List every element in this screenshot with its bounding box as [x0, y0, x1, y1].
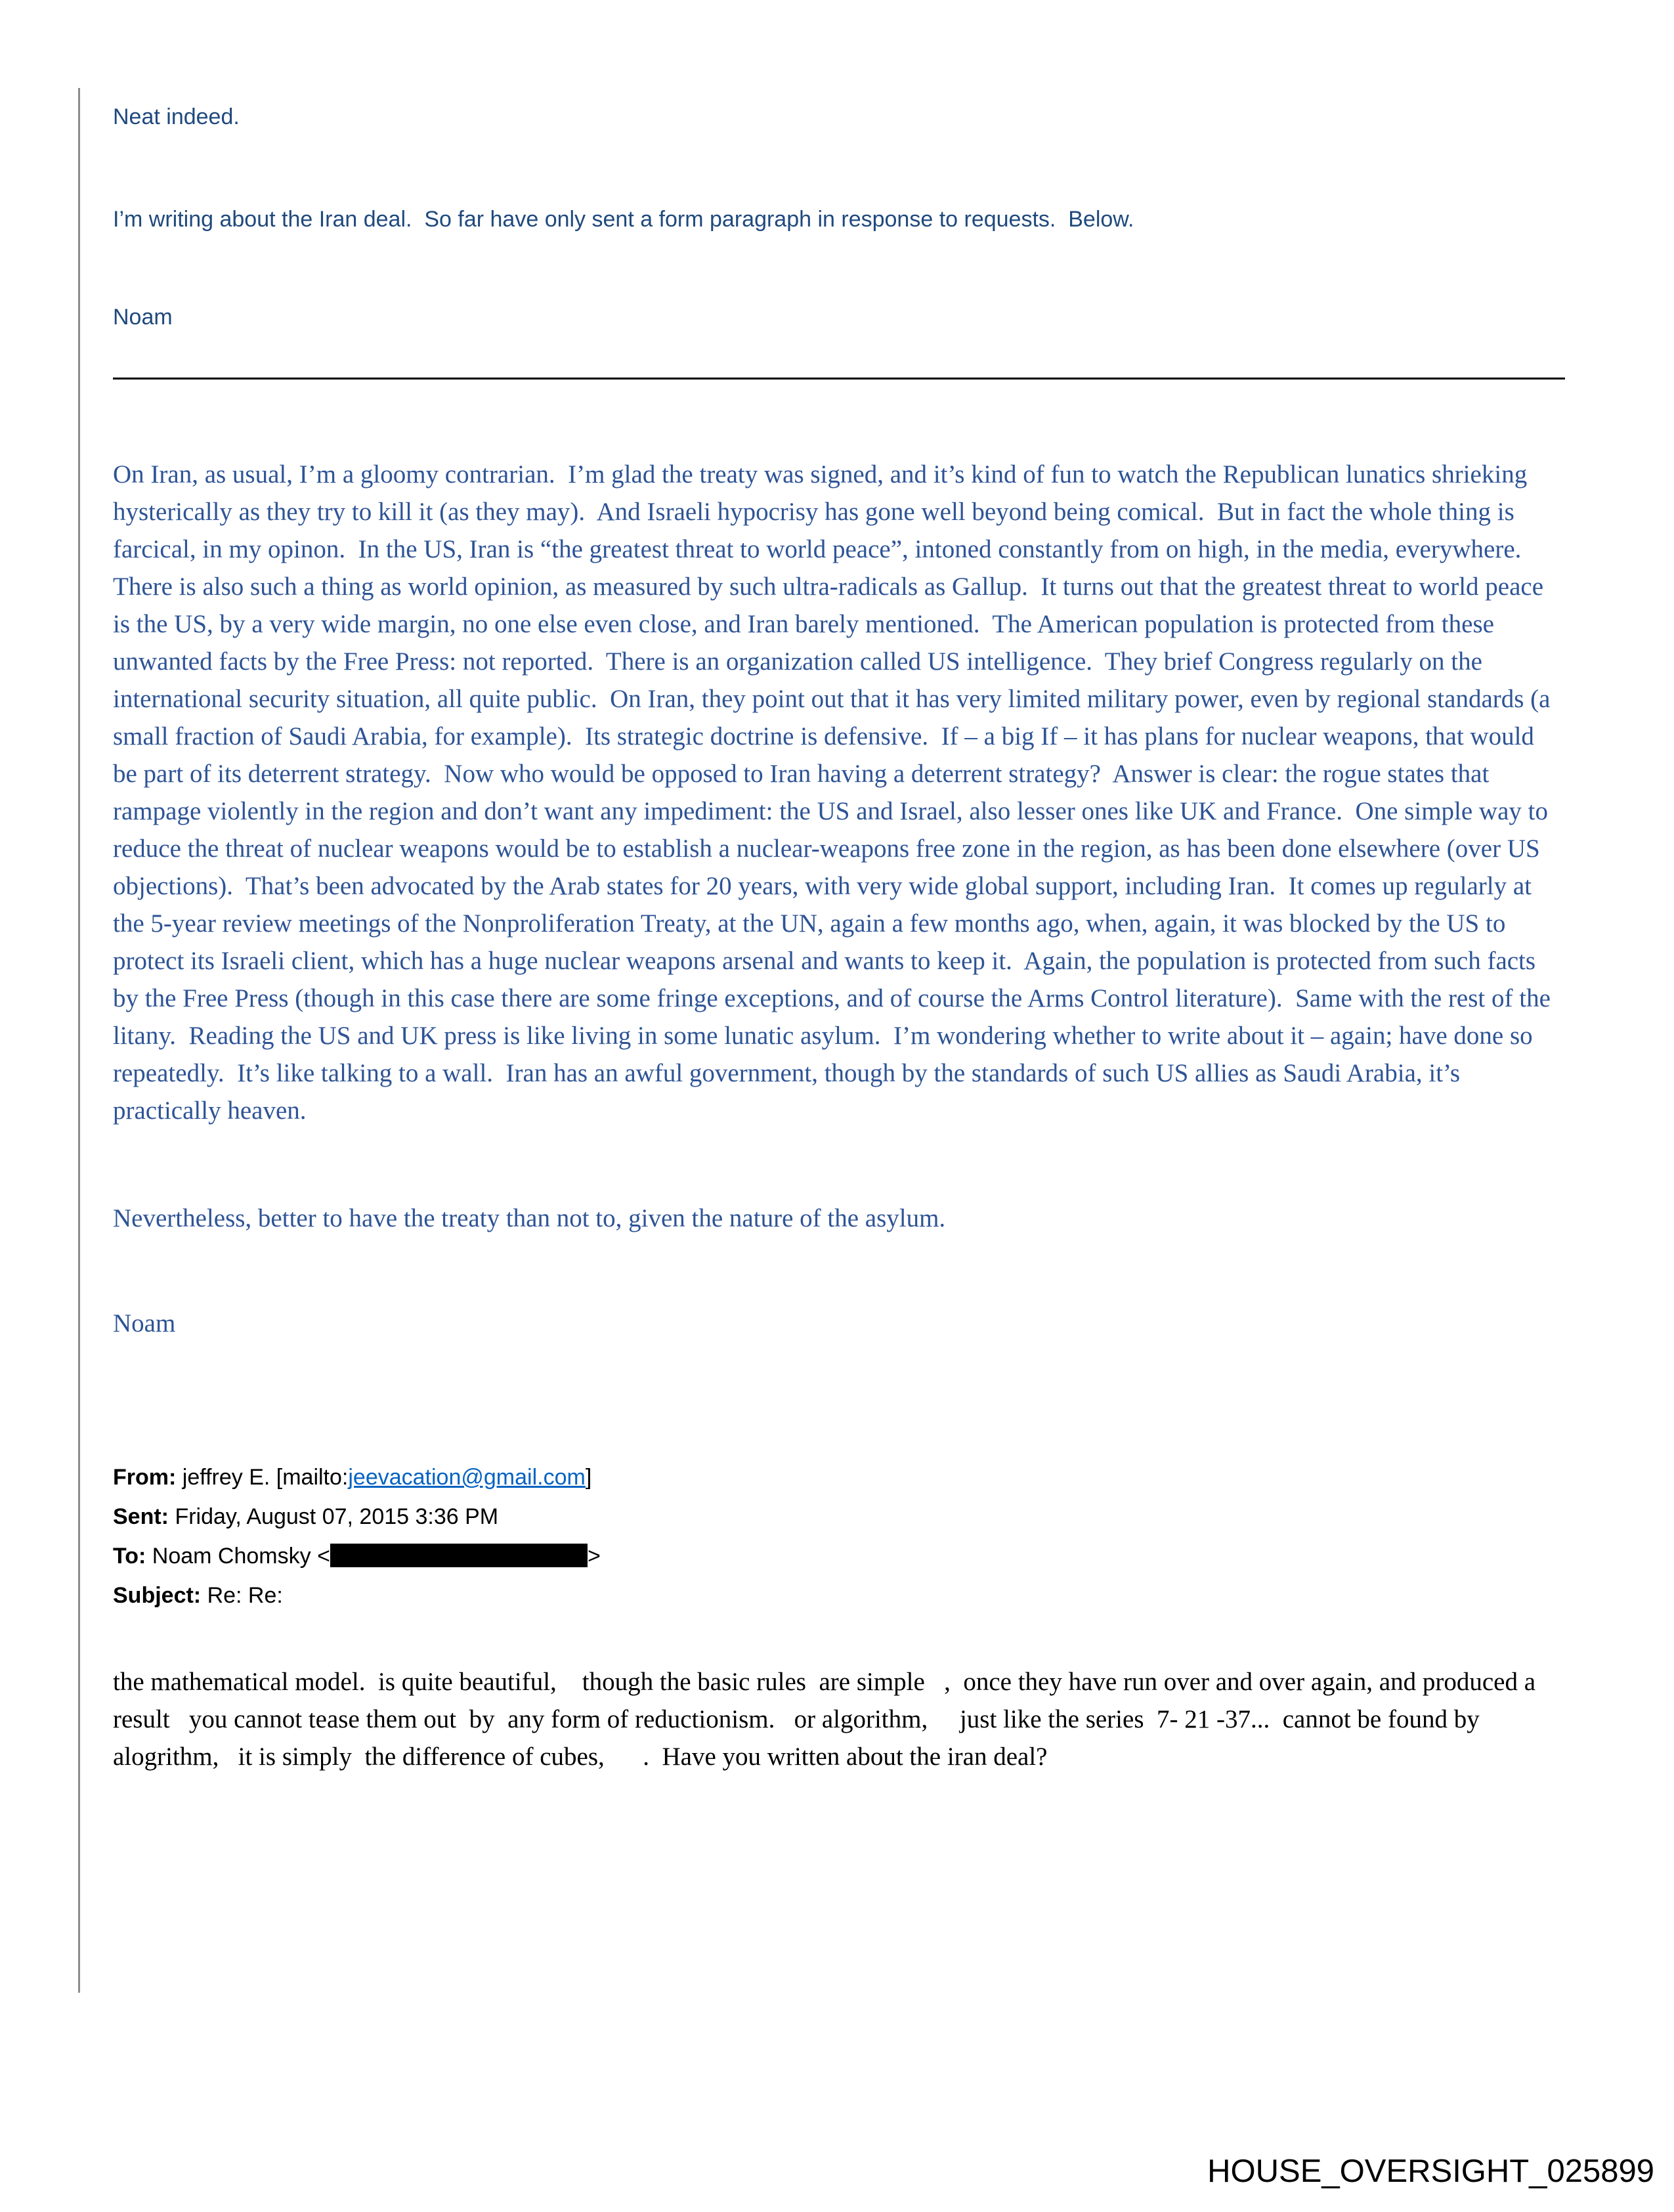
quoted-email-headers	[113, 1458, 1562, 1615]
reply-signature: Noam	[113, 1309, 176, 1337]
reply-closing: Nevertheless, better to have the treaty than not to, given the nature of the asylum.	[113, 1204, 946, 1232]
quoted-message-body: the mathematical model. is quite beautiful, though the basic rules are simple , once they have run over and over again, and produced a result you cannot tease them out by any form of reductionism. or algorithm, just like the series 7- 21 -37... cannot be found by alogrithm, it is simply the difference of cubes, . Have you written about the iran deal?	[113, 1668, 1542, 1771]
header-sent-value: Friday, August 07, 2015 3:36 PM	[169, 1504, 499, 1529]
header-from-pre: jeffrey E. [mailto:	[176, 1465, 349, 1490]
header-sent-line	[113, 1497, 1562, 1536]
bates-number: HOUSE_OVERSIGHT_025899	[1207, 2154, 1654, 2189]
email-link[interactable]: jeevacation@gmail.com	[348, 1465, 586, 1490]
redaction-bar	[330, 1544, 588, 1567]
header-from-post: ]	[585, 1465, 592, 1490]
divider-line	[113, 378, 1565, 380]
header-subject-line	[113, 1576, 1562, 1615]
top-message-line-1: Neat indeed.	[113, 104, 240, 129]
top-message-line-2: I’m writing about the Iran deal. So far have only sent a form paragraph in response to requests. Below.	[113, 207, 1134, 232]
header-to-post: >	[587, 1544, 601, 1569]
header-from-label: From:	[113, 1465, 177, 1490]
header-subject-value: Re: Re:	[201, 1583, 283, 1608]
top-message-signature: Noam	[113, 305, 173, 330]
email-content	[113, 0, 1562, 1775]
header-sent-label: Sent:	[113, 1504, 169, 1529]
header-from-line	[113, 1458, 1562, 1497]
header-subject-label: Subject:	[113, 1583, 202, 1608]
header-to-label: To:	[113, 1544, 146, 1569]
header-to-line	[113, 1536, 1562, 1576]
quote-border-line	[78, 88, 80, 1993]
reply-body: On Iran, as usual, I’m a gloomy contrarian. I’m glad the treaty was signed, and it’s kind of fun to watch the Republican lunatics shrieking hysterically as they try to kill it (as they may). And Israeli hypocrisy has gone well beyond being comical. But in fact the whole thing is farcical, in my opinon. In the US, Iran is “the greatest threat to world peace”, intoned constantly from on high, in the media, everywhere. There is also such a thing as world opinion, as measured by such ultra-radicals as Gallup. It turns out that the greatest threat to world peace is the US, by a very wide margin, no one else even close, and Iran barely mentioned. The American population is protected from these unwanted facts by the Free Press: not reported. There is an organization called US intelligence. They brief Congress regularly on the international security situation, all quite public. On Iran, they point out that it has very limited military power, even by regional standards (a small fraction of Saudi Arabia, for example). Its strategic doctrine is defensive. If – a big If – it has plans for nuclear weapons, that would be part of its deterrent strategy. Now who would be opposed to Iran having a deterrent strategy? Answer is clear: the rogue states that rampage violently in the region and don’t want any impediment: the US and Israel, also lesser ones like UK and France. One simple way to reduce the threat of nuclear weapons would be to establish a nuclear-weapons free zone in the region, as has been done elsewhere (over US objections). That’s been advocated by the Arab states for 20 years, with very wide global support, including Iran. It comes up regularly at the 5-year review meetings of the Nonproliferation Treaty, at the UN, again a few months ago, when, again, it was blocked by the US to protect its Israeli client, which has a huge nuclear weapons arsenal and wants to keep it. Again, the population is protected from such facts by the Free Press (though in this case there are some fringe exceptions, and of course the Arms Control literature). Same with the rest of the litany. Reading the US and UK press is like living in some lunatic asylum. I’m wondering whether to write about it – again; have done so repeatedly. It’s like talking to a wall. Iran has an awful government, though by the standards of such US allies as Saudi Arabia, it’s practically heaven.	[113, 460, 1557, 1125]
header-to-pre: Noam Chomsky <	[146, 1544, 330, 1569]
